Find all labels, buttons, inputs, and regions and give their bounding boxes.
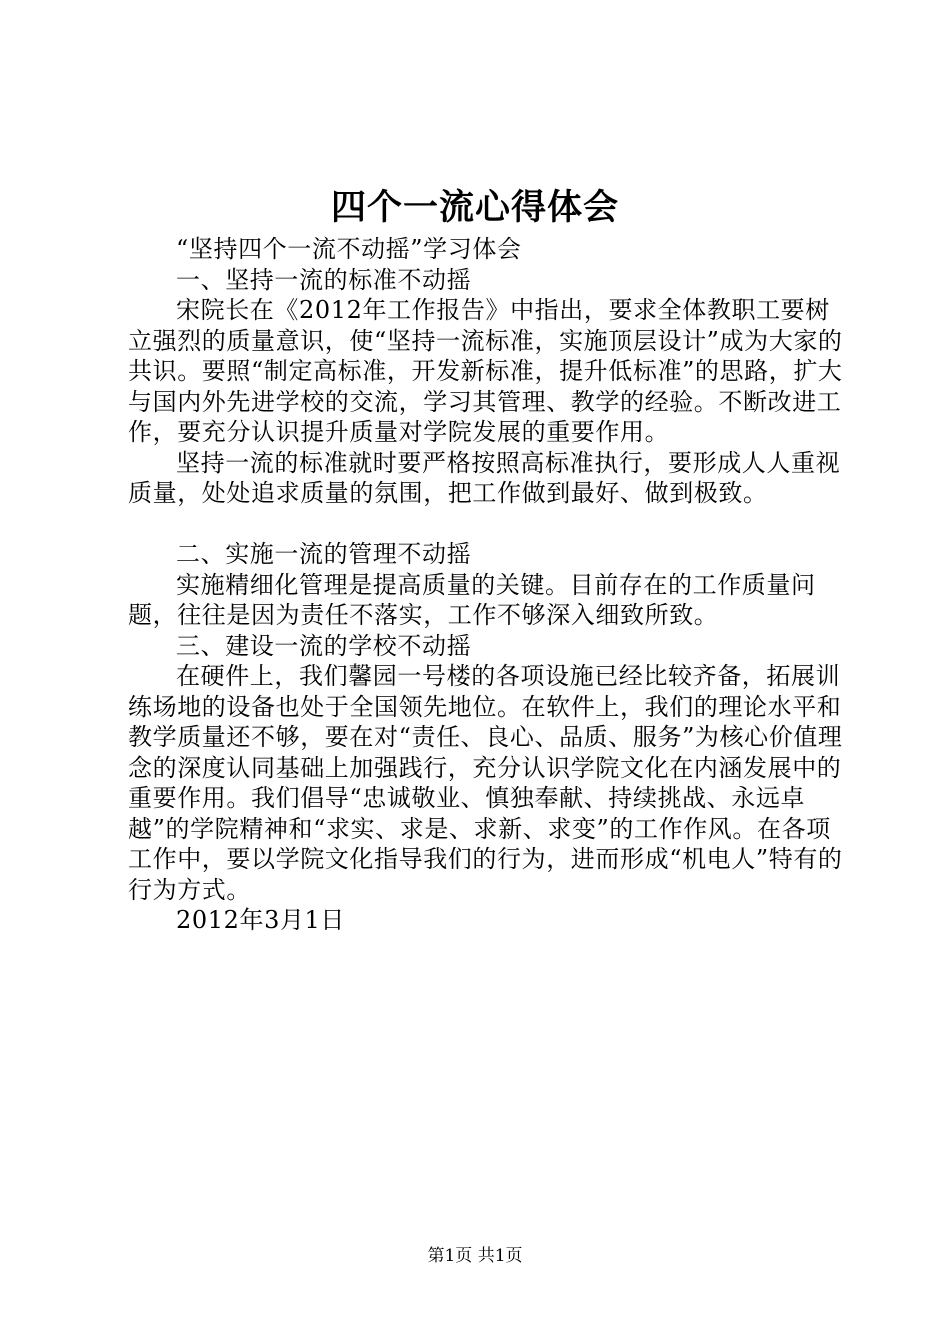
paragraph: 实施精细化管理是提高质量的关键。目前存在的工作质量问题，往往是因为责任不落实，工作不够深入细致所致。 [128, 570, 816, 629]
paragraph: 宋院长在《2012年工作报告》中指出，要求全体教职工要树立强烈的质量意识，使“坚持一流标准，实施顶层设计”成为大家的共识。要照“制定高标准，开发新标准，提升低标准”的思路，扩大与国内外先进学校的交流，学习其管理、教学的经验。不断改进工作，要充分认识提升质量对学院发展的重要作用。 [128, 296, 843, 446]
page-footer: 第1页 共1页 [427, 1246, 523, 1266]
section-heading-3: 三、建设一流的学校不动摇 [176, 631, 472, 660]
paragraph: 在硬件上，我们馨园一号楼的各项设施已经比较齐备，拓展训练场地的设备也处于全国领先地位。在软件上，我们的理论水平和教学质量还不够，要在对“责任、良心、品质、服务”为核心价值理念的深度认同基础上加强践行，充分认识学院文化在内涵发展中的重要作用。我们倡导“忠诚敬业、慎独奉献、持续挑战、永远卓越”的学院精神和“求实、求是、求新、求变”的工作作风。在各项工作中，要以学院文化指导我们的行为，进而形成“机电人”特有的行为方式。 [128, 662, 843, 904]
paragraph: 坚持一流的标准就时要严格按照高标准执行，要形成人人重视质量，处处追求质量的氛围，把工作做到最好、做到极致。 [128, 448, 841, 507]
section-heading-1: 一、坚持一流的标准不动摇 [176, 265, 472, 294]
blank-line [128, 509, 848, 540]
document-date: 2012年3月1日 [176, 906, 346, 934]
section-heading-2: 二、实施一流的管理不动摇 [176, 540, 472, 568]
document-title: 四个一流心得体会 [330, 187, 619, 228]
document-body [128, 234, 848, 936]
document-subtitle: “坚持四个一流不动摇”学习体会 [176, 235, 522, 263]
